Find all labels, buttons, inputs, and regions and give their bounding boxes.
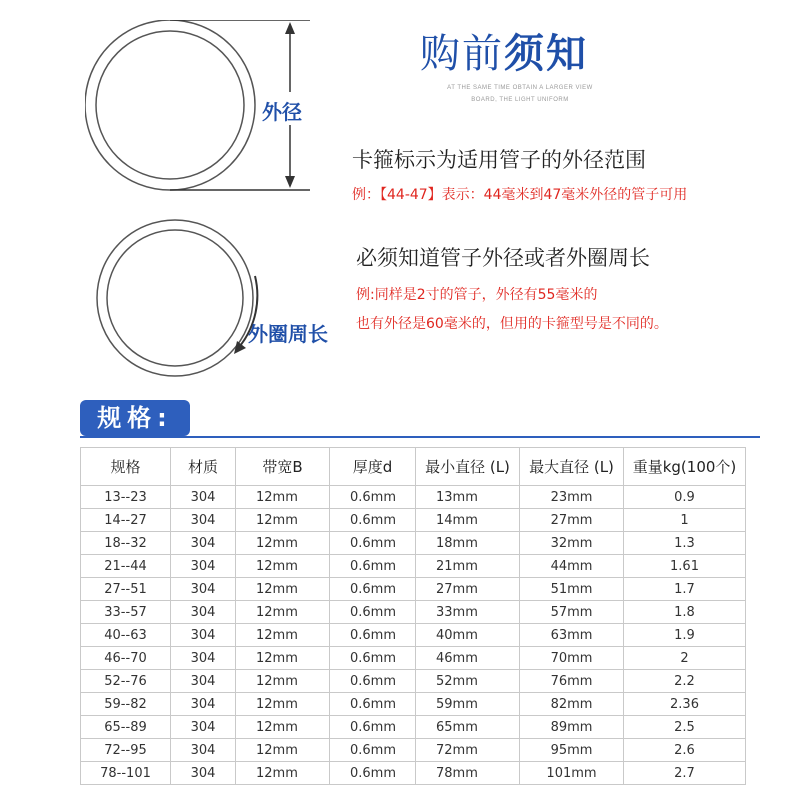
table-cell: 2.7 (624, 762, 746, 785)
table-cell: 12mm (236, 624, 330, 647)
table-row (81, 693, 746, 716)
table-cell: 0.6mm (330, 509, 416, 532)
table-cell: 32mm (520, 532, 624, 555)
table-cell: 2.6 (624, 739, 746, 762)
circumference-diagram (90, 218, 270, 388)
table-cell: 101mm (520, 762, 624, 785)
table-cell: 72mm (416, 739, 520, 762)
ring-inner-circle (107, 230, 243, 366)
table-cell: 78--101 (81, 762, 171, 785)
table-cell: 0.6mm (330, 601, 416, 624)
table-cell: 0.6mm (330, 716, 416, 739)
table-cell: 12mm (236, 532, 330, 555)
table-cell: 0.6mm (330, 486, 416, 509)
table-cell: 70mm (520, 647, 624, 670)
table-cell: 65--89 (81, 716, 171, 739)
ring-outer-circle (97, 220, 253, 376)
table-cell: 52--76 (81, 670, 171, 693)
table-column-header: 最大直径 (L) (520, 448, 624, 486)
table-cell: 304 (171, 670, 236, 693)
table-cell: 59mm (416, 693, 520, 716)
table-cell: 12mm (236, 693, 330, 716)
table-cell: 63mm (520, 624, 624, 647)
table-column-header: 最小直径 (L) (416, 448, 520, 486)
table-cell: 95mm (520, 739, 624, 762)
table-cell: 12mm (236, 578, 330, 601)
table-column-header: 带宽B (236, 448, 330, 486)
circumference-label: 外圈周长 (248, 322, 328, 346)
table-cell: 40mm (416, 624, 520, 647)
table-cell: 44mm (520, 555, 624, 578)
table-column-header: 材质 (171, 448, 236, 486)
table-cell: 57mm (520, 601, 624, 624)
title-part-2: 须知 (504, 31, 588, 77)
table-cell: 89mm (520, 716, 624, 739)
info-heading-2: 必须知道管子外径或者外圈周长 (356, 246, 650, 270)
arc-arrow-icon (234, 341, 246, 354)
table-cell: 0.6mm (330, 578, 416, 601)
table-cell: 51mm (520, 578, 624, 601)
table-cell: 82mm (520, 693, 624, 716)
table-row (81, 716, 746, 739)
table-cell: 23mm (520, 486, 624, 509)
table-column-header: 厚度d (330, 448, 416, 486)
table-body (81, 486, 746, 785)
spec-divider (80, 436, 760, 438)
subtitle-line-1: AT THE SAME TIME OBTAIN A LARGER VIEW (447, 85, 593, 91)
table-cell: 18--32 (81, 532, 171, 555)
table-cell: 12mm (236, 486, 330, 509)
table-cell: 59--82 (81, 693, 171, 716)
table-cell: 0.6mm (330, 555, 416, 578)
table-cell: 0.6mm (330, 624, 416, 647)
table-cell: 78mm (416, 762, 520, 785)
table-cell: 21mm (416, 555, 520, 578)
table-row (81, 555, 746, 578)
pipe-inner-circle (96, 31, 244, 179)
table-cell: 18mm (416, 532, 520, 555)
table-row (81, 486, 746, 509)
table-cell: 304 (171, 601, 236, 624)
spec-table (80, 447, 746, 785)
table-cell: 40--63 (81, 624, 171, 647)
table-cell: 76mm (520, 670, 624, 693)
table-cell: 14mm (416, 509, 520, 532)
table-cell: 0.6mm (330, 647, 416, 670)
table-cell: 13mm (416, 486, 520, 509)
table-cell: 1.3 (624, 532, 746, 555)
table-row (81, 532, 746, 555)
table-cell: 0.9 (624, 486, 746, 509)
table-cell: 65mm (416, 716, 520, 739)
table-cell: 304 (171, 532, 236, 555)
table-cell: 304 (171, 555, 236, 578)
table-cell: 12mm (236, 716, 330, 739)
table-cell: 46--70 (81, 647, 171, 670)
table-cell: 2 (624, 647, 746, 670)
table-column-header: 规格 (81, 448, 171, 486)
table-cell: 304 (171, 693, 236, 716)
table-cell: 21--44 (81, 555, 171, 578)
table-row (81, 601, 746, 624)
table-row (81, 670, 746, 693)
title-part-1: 购前 (420, 31, 504, 77)
table-cell: 1.61 (624, 555, 746, 578)
info-example-2-line-2: 也有外径是60毫米的，但用的卡箍型号是不同的。 (356, 316, 668, 332)
table-cell: 0.6mm (330, 739, 416, 762)
table-cell: 304 (171, 762, 236, 785)
table-cell: 1.7 (624, 578, 746, 601)
table-cell: 2.2 (624, 670, 746, 693)
subtitle-line-2: BOARD, THE LIGHT UNIFORM (471, 97, 569, 103)
table-cell: 0.6mm (330, 532, 416, 555)
info-example-1: 例：【44-47】表示：44毫米到47毫米外径的管子可用 (352, 187, 688, 203)
table-row (81, 509, 746, 532)
table-cell: 12mm (236, 601, 330, 624)
arrow-down-icon (285, 176, 295, 188)
table-cell: 27--51 (81, 578, 171, 601)
table-cell: 46mm (416, 647, 520, 670)
table-cell: 12mm (236, 647, 330, 670)
table-cell: 33--57 (81, 601, 171, 624)
table-cell: 2.5 (624, 716, 746, 739)
arrow-up-icon (285, 22, 295, 34)
spec-title: 规格: (80, 400, 190, 436)
table-cell: 304 (171, 578, 236, 601)
table-cell: 33mm (416, 601, 520, 624)
table-cell: 304 (171, 716, 236, 739)
pipe-outer-circle (85, 20, 255, 190)
table-header-row (81, 448, 746, 486)
table-cell: 304 (171, 624, 236, 647)
info-heading-1: 卡箍标示为适用管子的外径范围 (352, 148, 646, 172)
table-row (81, 647, 746, 670)
table-cell: 1.9 (624, 624, 746, 647)
table-cell: 12mm (236, 762, 330, 785)
table-row (81, 624, 746, 647)
table-cell: 0.6mm (330, 693, 416, 716)
table-cell: 13--23 (81, 486, 171, 509)
outer-diameter-label: 外径 (262, 100, 302, 124)
table-cell: 2.36 (624, 693, 746, 716)
table-row (81, 762, 746, 785)
table-cell: 304 (171, 647, 236, 670)
table-row (81, 739, 746, 762)
table-cell: 304 (171, 486, 236, 509)
table-column-header: 重量kg(100个) (624, 448, 746, 486)
table-cell: 0.6mm (330, 670, 416, 693)
table-cell: 1.8 (624, 601, 746, 624)
table-cell: 27mm (416, 578, 520, 601)
table-cell: 0.6mm (330, 762, 416, 785)
table-cell: 27mm (520, 509, 624, 532)
table-cell: 14--27 (81, 509, 171, 532)
page-title (420, 22, 620, 82)
table-cell: 12mm (236, 555, 330, 578)
table-cell: 72--95 (81, 739, 171, 762)
table-cell: 1 (624, 509, 746, 532)
table-cell: 12mm (236, 509, 330, 532)
table-cell: 52mm (416, 670, 520, 693)
table-cell: 304 (171, 509, 236, 532)
table-cell: 304 (171, 739, 236, 762)
table-row (81, 578, 746, 601)
table-cell: 12mm (236, 670, 330, 693)
table-cell: 12mm (236, 739, 330, 762)
info-example-2-line-1: 例:同样是2寸的管子，外径有55毫米的 (356, 287, 598, 303)
